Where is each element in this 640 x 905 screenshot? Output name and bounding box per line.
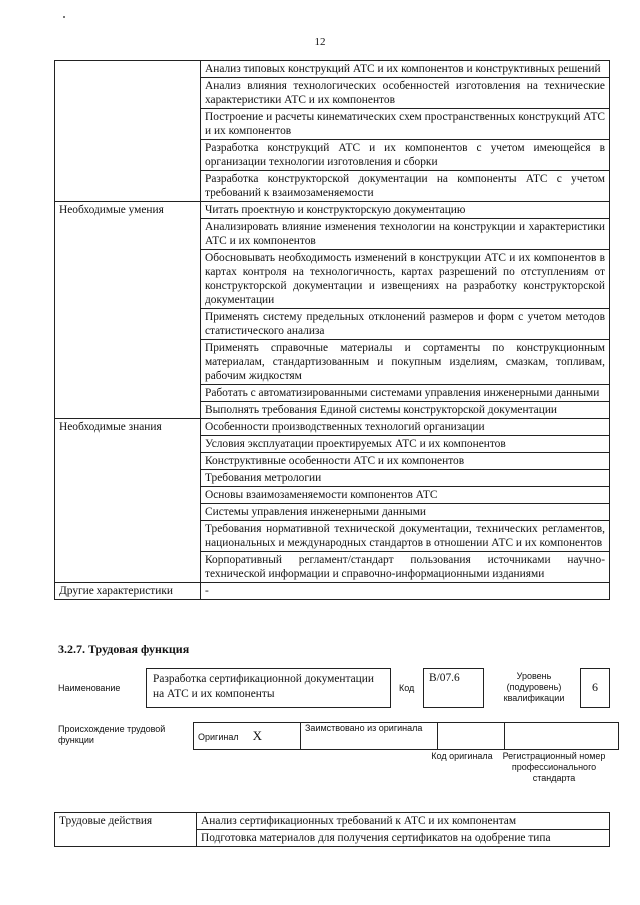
knowledge-item: Основы взаимозаменяемости компонентов АТС [201, 487, 610, 504]
origin-label: Происхождение трудовой функции [58, 724, 166, 745]
labor-action-item: Подготовка материалов для получения сертификатов на одобрение типа [197, 830, 610, 847]
knowledge-item: Особенности производственных технологий организации [201, 419, 610, 436]
knowledge-item: Условия эксплуатации проектируемых АТС и их компонентов [201, 436, 610, 453]
labor-action-item: Анализ сертификационных требований к АТС и их компонентам [197, 813, 610, 830]
knowledge-item: Корпоративный регламент/стандарт пользования источниками научно-технической информации и справочно-информационными изданиями [201, 552, 610, 583]
knowledge-item: Конструктивные особенности АТС и их компонентов [201, 453, 610, 470]
table-row [55, 202, 610, 219]
knowledge-item: Требования метрологии [201, 470, 610, 487]
origin-table [193, 722, 619, 750]
table-row [55, 583, 610, 600]
function-name: Разработка сертификационной документации на АТС и их компоненты [146, 668, 391, 708]
reg-number-caption: Регистрационный номер профессионального стандарта [502, 751, 606, 783]
table-row [55, 813, 610, 830]
level-value: 6 [580, 668, 610, 708]
function-code: В/07.6 [423, 668, 484, 708]
skill-item: Анализировать влияние изменения технологии на конструкции и характеристики АТС и их компонентов [201, 219, 610, 250]
original-mark: X [252, 728, 262, 743]
name-label: Наименование [58, 683, 121, 693]
page-number: 12 [314, 36, 326, 48]
original-cell [194, 723, 301, 750]
empty-header-cell [55, 61, 201, 202]
knowledge-label: Необходимые знания [55, 419, 201, 583]
skill-item: Обосновывать необходимость изменений в конструкции АТС и их компонентов в картах контроля на технологичность, картах разрешений по отступлениям от конструкторской документации и извещениях на разработку конструкторской документации [201, 250, 610, 309]
table-cell: Разработка конструкций АТС и их компонентов с учетом имеющейся в организации технологии изготовления и сборки [201, 140, 610, 171]
skill-item: Работать с автоматизированными системами управления инженерными данными [201, 385, 610, 402]
table-cell: Разработка конструкторской документации на компоненты АТС с учетом требований к взаимозаменяемости [201, 171, 610, 202]
reg-number-cell [505, 723, 619, 750]
knowledge-item: Системы управления инженерными данными [201, 504, 610, 521]
skill-item: Применять справочные материалы и сортаменты по конструкционным материалам, стандартизованным и покупным изделиям, смазкам, топливам, рабочим жидкостям [201, 340, 610, 385]
labor-actions-label: Трудовые действия [55, 813, 197, 847]
knowledge-item: Требования нормативной технической документации, технических регламентов, национальных и международных стандартов в отношении АТС и их компонентов [201, 521, 610, 552]
code-original-caption: Код оригинала [431, 751, 493, 761]
table-cell: Анализ типовых конструкций АТС и их компонентов и конструктивных решений [201, 61, 610, 78]
code-label: Код [399, 683, 415, 693]
section-title: 3.2.7. Трудовая функция [58, 642, 190, 656]
other-label: Другие характеристики [55, 583, 201, 600]
code-original-cell [438, 723, 505, 750]
borrowed-label: Заимствовано из оригинала [301, 723, 438, 750]
scan-mark [63, 16, 65, 18]
labor-actions-table [54, 812, 610, 847]
table-row [194, 723, 619, 750]
table-row [55, 419, 610, 436]
original-label: Оригинал [198, 732, 239, 742]
competency-table [54, 60, 610, 600]
other-value: - [201, 583, 610, 600]
skills-label: Необходимые умения [55, 202, 201, 419]
level-label: Уровень (подуровень) квалификации [503, 671, 565, 703]
skill-item: Применять систему предельных отклонений размеров и форм с учетом методов статистического анализа [201, 309, 610, 340]
table-cell: Анализ влияния технологических особенностей изготовления на технические характеристики АТС и их компонентов [201, 78, 610, 109]
skill-item: Читать проектную и конструкторскую документацию [201, 202, 610, 219]
skill-item: Выполнять требования Единой системы конструкторской документации [201, 402, 610, 419]
table-row [55, 61, 610, 78]
table-cell: Построение и расчеты кинематических схем пространственных конструкций АТС и их компонентов [201, 109, 610, 140]
